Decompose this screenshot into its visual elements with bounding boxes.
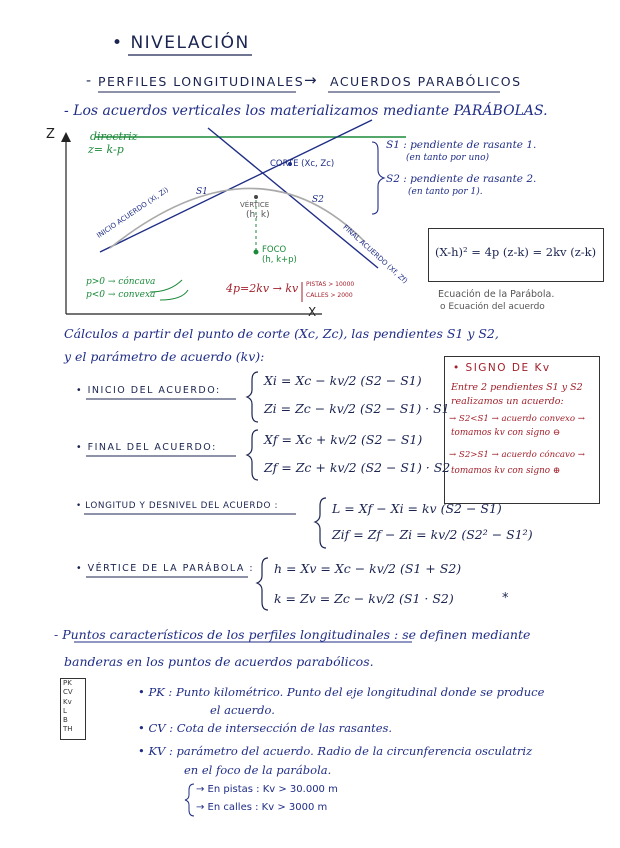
s2-label: S2 (312, 195, 324, 205)
subtitle-dash: - (86, 73, 92, 89)
abbr-l: L (63, 706, 67, 715)
abbr-cv: CV (63, 688, 73, 697)
title-text: NIVELACIÓN (130, 33, 250, 53)
inicio-label: INICIO ACUERDO (Xi, Zi) (95, 185, 171, 240)
final-label: FINAL ACUERDO (Xf, Zf) (341, 223, 409, 286)
calc-intro-line2: y el parámetro de acuerdo (kv): (64, 349, 265, 364)
vertice-coords: (h, k) (246, 210, 270, 220)
vertice-label: VÉRTICE (240, 201, 270, 209)
cv-definition: • CV : Cota de intersección de las rasantes. (138, 721, 393, 735)
puntos-dash: - (54, 627, 63, 642)
abbr-th: TH (63, 725, 73, 734)
p-negative-label: p<0 → convexa (86, 290, 156, 300)
p-positive-label: p>0 → cóncava (86, 277, 156, 287)
signo-line6: tomamos kv con signo ⊕ (451, 466, 561, 476)
puntos-heading-text: Puntos característicos de los perfiles longitudinales (62, 627, 391, 642)
slope2-label: S2 : pendiente de rasante 2. (386, 173, 537, 185)
inicio-formula-x: Xi = Xc − kv/2 (S2 − S1) (264, 373, 422, 388)
signo-line3: → S2<S1 → acuerdo convexo → (449, 414, 585, 424)
inicio-formula-z: Zi = Zc − kv/2 (S2 − S1) · S1 (264, 401, 450, 416)
corte-label: CORTE (Xc, Zc) (270, 159, 335, 169)
foco-coords: (h, k+p) (262, 255, 297, 265)
kv-pistas: PISTAS > 10000 (306, 281, 355, 288)
kv-pistas-value: → En pistas : Kv > 30.000 m (196, 784, 338, 795)
vertice-formula-k: k = Zv = Zc − kv/2 (S1 · S2) (274, 591, 454, 606)
kv-values-brace (185, 784, 194, 816)
signo-line1: Entre 2 pendientes S1 y S2 (451, 382, 583, 393)
kv-calles: CALLES > 2000 (306, 292, 353, 299)
asterisk-mark: * (502, 591, 509, 606)
eq-caption-2: o Ecuación del acuerdo (440, 302, 545, 312)
final-formula-z: Zf = Zc + kv/2 (S2 − S1) · S2 (264, 460, 451, 475)
foco-label: FOCO (262, 245, 287, 255)
kv-definition: • KV : parámetro del acuerdo. Radio de la circunferencia osculatriz (138, 744, 533, 758)
kv-calles-value: → En calles : Kv > 3000 m (196, 802, 328, 813)
signo-title: • SIGNO DE Kv (453, 362, 551, 374)
abbr-kv: Kv (63, 697, 72, 706)
slope1-label: S1 : pendiente de rasante 1. (386, 139, 537, 151)
slope1-note: (en tanto por uno) (406, 153, 490, 163)
eq-caption-1: Ecuación de la Parábola. (438, 289, 555, 300)
longitud-label: • LONGITUD Y DESNIVEL DEL ACUERDO : (76, 501, 279, 511)
puntos-line2: banderas en los puntos de acuerdos parabólicos. (64, 654, 374, 669)
longitud-formula-l: L = Xf − Xi = kv (S2 − S1) (332, 501, 502, 516)
intro-dash: - (64, 103, 74, 119)
subtitle-right: ACUERDOS PARABÓLICOS (330, 74, 522, 89)
title-bullet: • (112, 33, 124, 53)
kv-definition-2: en el foco de la parábola. (184, 763, 332, 777)
puntos-heading-rest: : se definen mediante (394, 627, 531, 642)
vertice-parabola-label: • VÉRTICE DE LA PARÁBOLA : (76, 563, 255, 574)
signo-line4: tomamos kv con signo ⊖ (451, 428, 561, 438)
final-formula-x: Xf = Xc + kv/2 (S2 − S1) (264, 432, 423, 447)
abbr-pk: PK (63, 679, 72, 687)
kv-equation: 4p=2kv → kv (226, 282, 299, 295)
vertice-formula-h: h = Xv = Xc − kv/2 (S1 + S2) (274, 561, 462, 576)
pk-definition: • PK : Punto kilométrico. Punto del eje longitudinal donde se produce (138, 685, 545, 699)
parabola-equation: (X-h)² = 4p (z-k) = 2kv (z-k) (435, 245, 597, 259)
longitud-formula-zif: Zif = Zf − Zi = kv/2 (S2² − S1²) (332, 527, 533, 542)
subtitle-left: PERFILES LONGITUDINALES (98, 74, 305, 89)
pk-definition-2: el acuerdo. (210, 703, 275, 717)
calc-intro-line1: Cálculos a partir del punto de corte (Xc, Zc), las pendientes S1 y S2, (64, 326, 499, 341)
axis-x-label: X (308, 305, 317, 319)
axis-z-label: Z (46, 127, 55, 142)
s1-label: S1 (196, 187, 208, 197)
signo-line5: → S2>S1 → acuerdo cóncavo → (449, 450, 585, 460)
abbr-b: B (63, 716, 68, 725)
slope2-note: (en tanto por 1). (408, 187, 483, 197)
directriz-label: directriz (90, 130, 138, 143)
inicio-acuerdo-label: • INICIO DEL ACUERDO: (76, 385, 221, 396)
subtitle-arrow: → (304, 71, 317, 89)
intro-sentence: Los acuerdos verticales los materializamos mediante PARÁBOLAS. (73, 103, 548, 119)
directriz-equation: z= k-p (88, 143, 124, 156)
final-acuerdo-label: • FINAL DEL ACUERDO: (76, 442, 217, 453)
signo-line2: realizamos un acuerdo: (451, 396, 564, 407)
